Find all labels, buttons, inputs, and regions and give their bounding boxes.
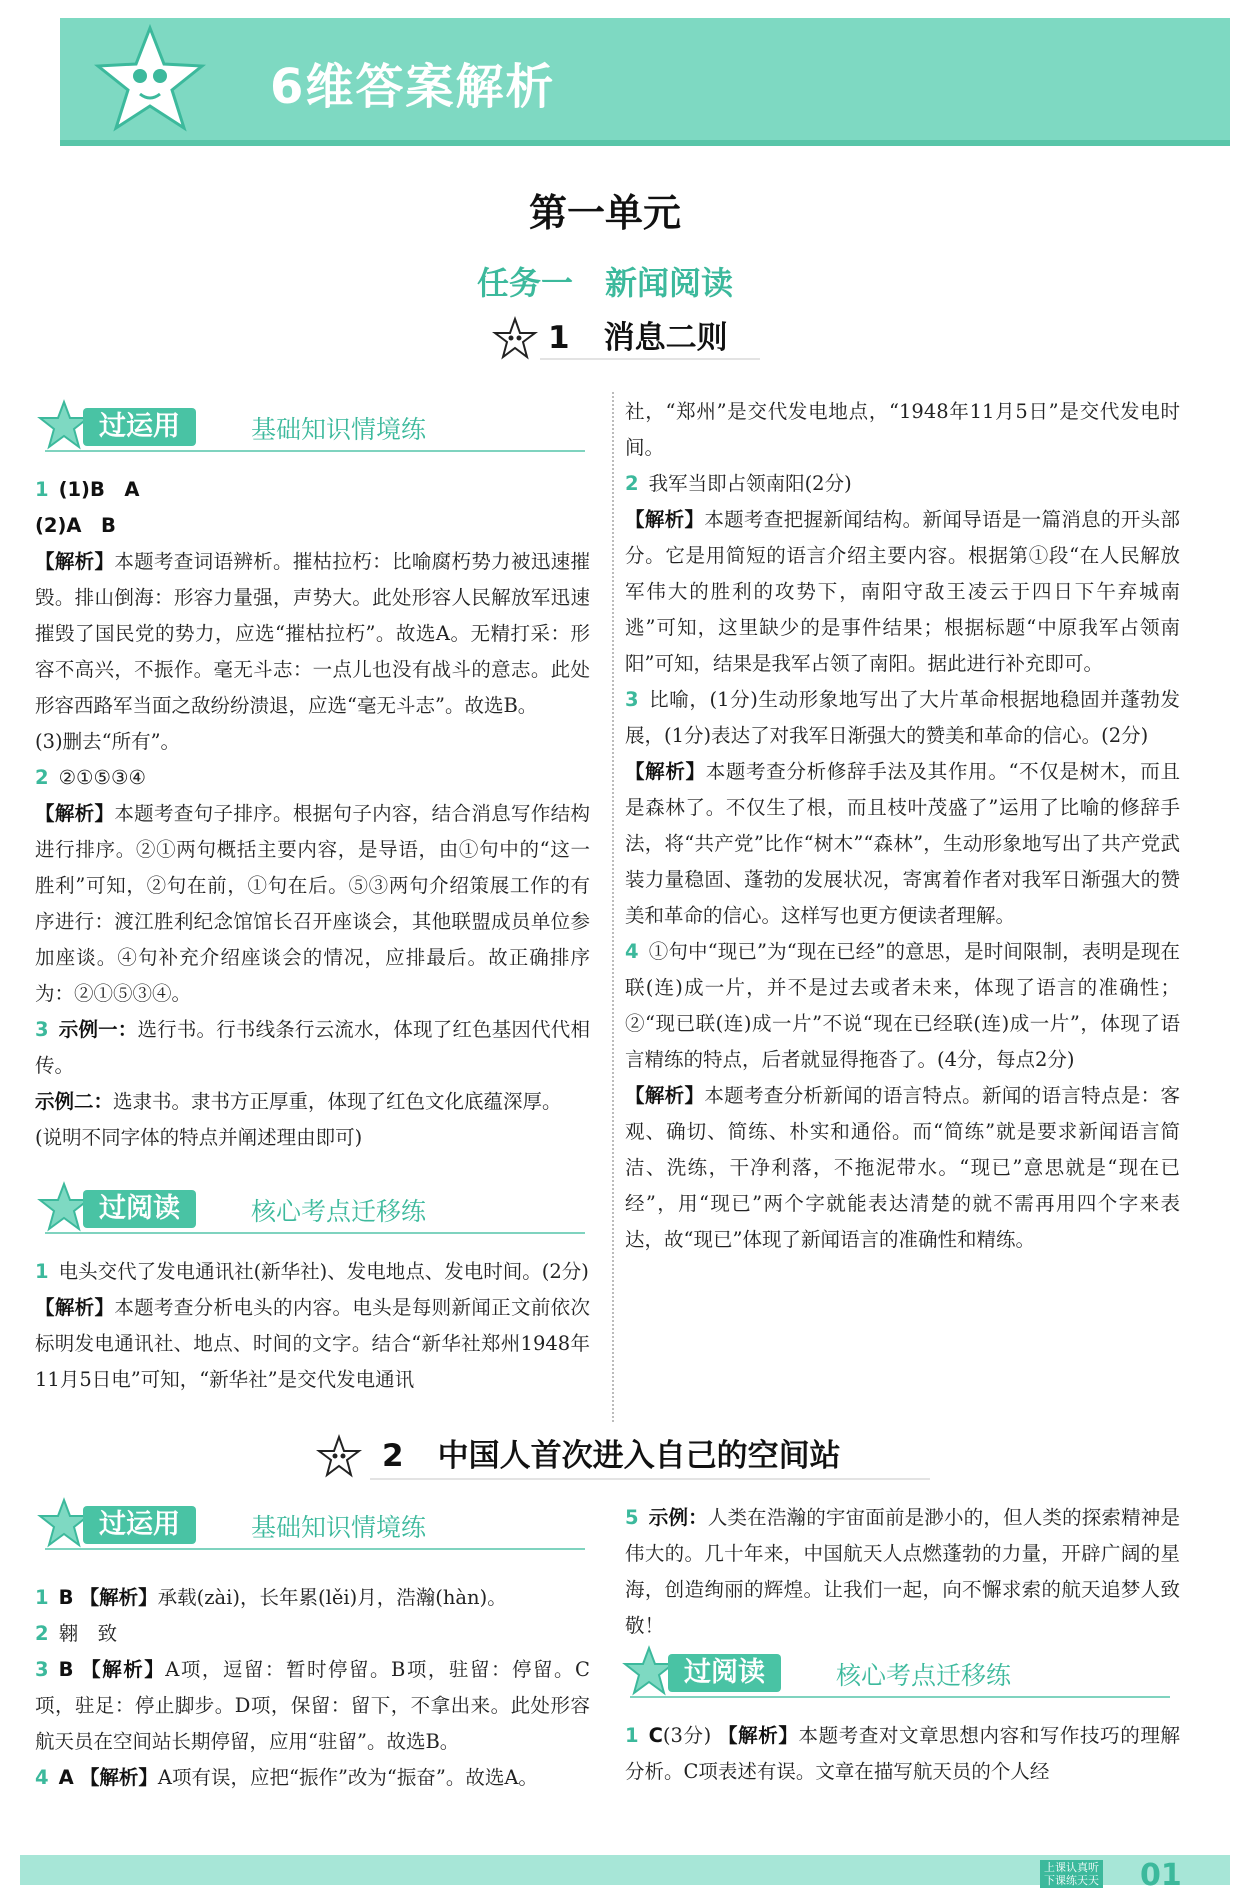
question-number: 2 [35,1622,49,1645]
analysis-text: 本题考查分析新闻的语言特点。新闻的语言特点是：客观、确切、简练、朴实和通俗。而“简练”就是要求新闻语言简洁、洗练，干净利落，不拖泥带水。“现已”意思就是“现在已经”，用“现已”两个字就能表达清楚的就不需再用四个字来表达，故“现已”体现了新闻语言的准确性和精练。 [625,1084,1180,1251]
note: (说明不同字体的特点并阐述理由即可) [35,1126,363,1149]
example-label: 示例： [648,1506,708,1529]
analysis-text: 本题考查分析电头的内容。电头是每则新闻正文前依次标明发电通讯社、地点、时间的文字。结合“新华社郑州1948年11月5日电”可知，“新华社”是交代发电通讯 [35,1296,590,1391]
answer: ②①⑤③④ [58,766,146,789]
answer: 选行书。行书线条行云流水，体现了红色基因代代相传。 [35,1018,590,1077]
analysis-tag: 【解析】 [35,550,115,573]
answer: B [58,1586,74,1609]
answer: 比喻，(1分)生动形象地写出了大片革命根据地稳固并蓬勃发展，(1分)表达了对我军日渐强大的赞美和革命的信心。(2分) [625,688,1180,747]
answer: C [648,1724,663,1747]
answer: A [58,1766,74,1789]
question-number: 3 [35,1658,49,1681]
answer: 翱 致 [58,1622,118,1645]
lesson2-left [35,1580,590,1796]
analysis-tag: 【解析】 [81,1658,166,1681]
analysis-text: 本题考查对文章思想内容和写作技巧的理解分析。C项表述有误。文章在描写航天员的个人经 [625,1724,1180,1783]
answer: (1)B A [58,478,140,501]
answer: (2)A B [35,514,116,537]
lesson-title: 中国人首次进入自己的空间站 [437,1438,841,1474]
lesson-2-heading [382,1430,841,1475]
section-rule [45,1232,585,1234]
analysis-tag: 【解析】 [79,1766,158,1789]
question-number: 1 [35,1260,49,1283]
analysis-tag: 【解析】 [35,802,115,825]
analysis-text: 社，“郑州”是交代发电地点，“1948年11月5日”是交代发电时间。 [625,400,1180,459]
question-number: 1 [625,1724,639,1747]
question-number: 2 [35,766,49,789]
lesson-1-heading [548,312,728,357]
answer: 人类在浩瀚的宇宙面前是渺小的，但人类的探索精神是伟大的。几十年来，中国航天人点燃蓬勃的力量，开辟广阔的星海，创造绚丽的辉煌。让我们一起，向不懈求索的航天追梦人致敬！ [625,1506,1180,1637]
section-badge: 过运用 [83,1506,196,1544]
lesson1-right [625,394,1180,1258]
question-number: 4 [35,1766,49,1789]
answer: ①句中“现已”为“现在已经”的意思，是时间限制，表明是现在联(连)成一片，并不是过去或者未来，体现了语言的准确性；②“现已联(连)成一片”不说“现在已经联(连)成一片”，体现了语言精练的特点，后者就显得拖沓了。(4分，每点2分) [625,940,1180,1071]
task-title: 任务一 新闻阅读 [476,264,733,302]
question-number: 1 [35,1586,49,1609]
lesson-underline [540,358,760,360]
analysis-text: 本题考查把握新闻结构。新闻导语是一篇消息的开头部分。它是用简短的语言介绍主要内容。根据第①段“在人民解放军伟大的胜利的攻势下，南阳守敌王凌云于四日下午弃城南逃”可知，这里缺少的是事件结果；根据标题“中原我军占领南阳”可知，结果是我军占领了南阳。据此进行补充即可。 [625,508,1180,675]
section-subtitle: 核心考点迁移练 [251,1197,427,1226]
lesson-underline [370,1478,930,1480]
section-badge: 过阅读 [83,1190,196,1228]
analysis-text: 本题考查词语辨析。摧枯拉朽：比喻腐朽势力被迅速摧毁。排山倒海：形容力量强，声势大。此处形容人民解放军迅速摧毁了国民党的势力，应选“摧枯拉朽”。故选A。无精打采：形容不高兴，不振作。毫无斗志：一点儿也没有战斗的意志。此处形容西路军当面之敌纷纷溃退，应选“毫无斗志”。故选B。 [35,550,590,717]
section-badge: 过运用 [83,408,196,446]
lesson2-right-read [625,1718,1180,1790]
lesson-number: 1 [548,320,570,356]
analysis-text: 本题考查句子排序。根据句子内容，结合消息写作结构进行排序。②①两句概括主要内容，是导语，由①句中的“这一胜利”可知，②句在前，①句在后。⑤③两句介绍策展工作的有序进行：渡江胜利纪念馆馆长召开座谈会，其他联盟成员单位参加座谈。④句补充介绍座谈会的情况，应排最后。故正确排序为：②①⑤③④。 [35,802,590,1005]
analysis-tag: 【解析】 [625,760,706,783]
answer: (3)删去“所有”。 [35,730,181,753]
analysis-tag: 【解析】 [625,1084,705,1107]
column-divider [612,392,614,1422]
section-read-header [620,1644,1170,1700]
star-mascot-icon [90,22,210,142]
question-number: 3 [625,688,639,711]
example-label: 示例二： [35,1090,114,1113]
lesson1-left-read [35,1254,590,1398]
analysis-text: 本题考查分析修辞手法及其作用。“不仅是树木，而且是森林了。不仅生了根，而且枝叶茂盛了”运用了比喻的修辞手法，将“共产党”比作“树木”“森林”，生动形象地写出了共产党武装力量稳固、蓬勃的发展状况，寄寓着作者对我军日渐强大的赞美和革命的信心。这样写也更方便读者理解。 [625,760,1180,927]
analysis-text: A项，逗留：暂时停留。B项，驻留：停留。C项，驻足：停止脚步。D项，保留：留下，不拿出来。此处形容航天员在空间站长期停留，应用“驻留”。故选B。 [35,1658,590,1753]
header-banner [60,18,1230,146]
question-number: 3 [35,1018,49,1041]
question-number: 4 [625,940,639,963]
slogan-line: 上课认真听 [1044,1861,1099,1874]
answer: B [58,1658,74,1681]
lesson-number: 2 [382,1438,404,1474]
section-apply-header [35,398,585,454]
unit-title: 第一单元 [528,191,681,235]
footer-slogan [1040,1860,1103,1888]
section-apply-header [35,1496,585,1552]
points: (3分) [662,1724,712,1747]
section-subtitle: 基础知识情境练 [251,415,427,444]
answer: 电头交代了发电通讯社(新华社)、发电地点、发电时间。(2分) [58,1260,589,1283]
banner-title: 6维答案解析 [270,59,556,115]
analysis-tag: 【解析】 [79,1586,158,1609]
section-rule [45,1548,585,1550]
page-number: 01 [1140,1858,1182,1893]
analysis-text: A项有误，应把“振作”改为“振奋”。故选A。 [157,1766,538,1789]
question-number: 5 [625,1506,639,1529]
section-subtitle: 核心考点迁移练 [836,1661,1012,1690]
section-rule [630,1696,1170,1698]
section-subtitle: 基础知识情境练 [251,1513,427,1542]
question-number: 2 [625,472,639,495]
lesson-star-icon [316,1434,362,1480]
slogan-line: 下课练天天 [1044,1874,1099,1887]
section-read-header [35,1180,585,1236]
answer: 选隶书。隶书方正厚重，体现了红色文化底蕴深厚。 [113,1090,562,1113]
analysis-tag: 【解析】 [718,1724,799,1747]
lesson1-left-apply [35,472,590,1156]
section-rule [45,450,585,452]
answer: 我军当即占领南阳(2分) [648,472,852,495]
lesson-title: 消息二则 [603,320,728,356]
analysis-tag: 【解析】 [35,1296,115,1319]
section-badge: 过阅读 [668,1654,781,1692]
analysis-text: 承载(zài)，长年累(lěi)月，浩瀚(hàn)。 [157,1586,507,1609]
lesson-star-icon [492,316,538,362]
analysis-tag: 【解析】 [625,508,705,531]
lesson2-right-apply [625,1500,1180,1644]
question-number: 1 [35,478,49,501]
example-label: 示例一： [58,1018,138,1041]
